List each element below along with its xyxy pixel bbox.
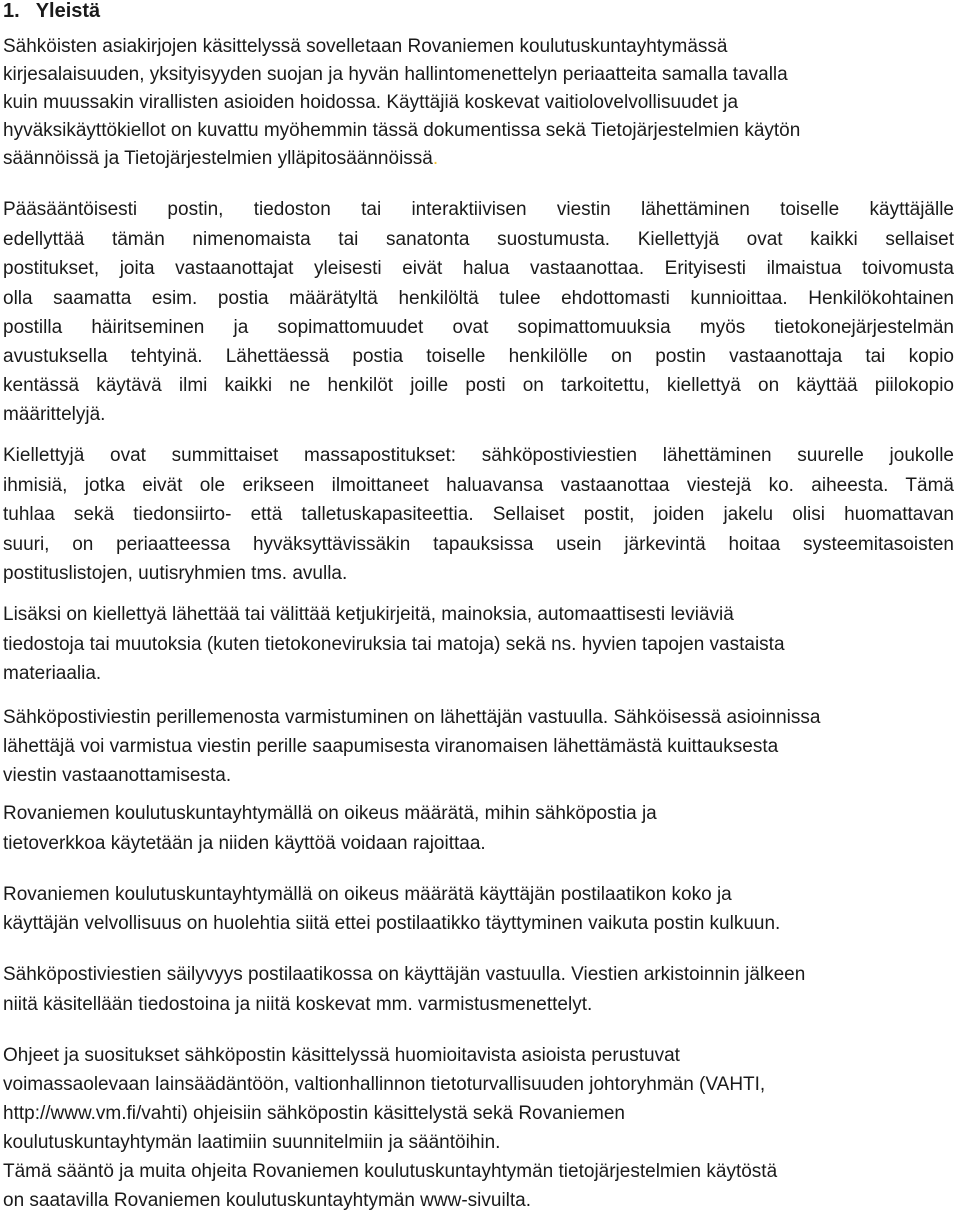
text-line: materiaalia. xyxy=(3,663,102,684)
text-line: Sähköpostiviestien säilyvyys postilaatikossa on käyttäjän vastuulla. Viestien arkistoinnin jälkeen xyxy=(3,964,806,985)
text-line: http://www.vm.fi/vahti) ohjeisiin sähköpostin käsittelystä sekä Rovaniemen xyxy=(3,1103,625,1124)
text-line: Kiellettyjä ovat summittaiset massapostitukset: sähköpostiviestien lähettäminen suurelle joukolle xyxy=(3,445,954,466)
text-line: voimassaolevaan lainsäädäntöön, valtionhallinnon tietoturvallisuuden johtoryhmän (VAHTI, xyxy=(3,1074,766,1095)
text-line: kentässä käytävä ilmi kaikki ne henkilöt joille posti on tarkoitettu, kiellettyä on käyttää piilokopio xyxy=(3,375,954,396)
highlighted-period: . xyxy=(432,148,439,169)
text-line: postilla häiritseminen ja sopimattomuudet ovat sopimattomuuksia myös tietokonejärjestelmän xyxy=(3,317,954,338)
text-line: avustuksella tehtyinä. Lähettäessä postia toiselle henkilölle on postin vastaanottaja tai kopio xyxy=(3,346,954,367)
text-line: on saatavilla Rovaniemen koulutuskuntayhtymän www-sivuilta. xyxy=(3,1190,532,1211)
section-title: Yleistä xyxy=(35,0,101,22)
text-line: Sähköisten asiakirjojen käsittelyssä sovelletaan Rovaniemen koulutuskuntayhtymässä xyxy=(3,36,728,57)
text-line: tietoverkkoa käytetään ja niiden käyttöä voidaan rajoittaa. xyxy=(3,833,486,854)
text-line: määrittelyjä. xyxy=(3,404,106,425)
text-line: ihmisiä, jotka eivät ole erikseen ilmoittaneet haluavansa vastaanottaa viestejä ko. aiheesta. Tämä xyxy=(3,475,954,496)
text-line: Rovaniemen koulutuskuntayhtymällä on oikeus määrätä, mihin sähköpostia ja xyxy=(3,803,657,824)
text-line: Ohjeet ja suositukset sähköpostin käsittelyssä huomioitavista asioista perustuvat xyxy=(3,1045,680,1066)
text-line: niitä käsitellään tiedostoina ja niitä koskevat mm. varmistusmenettelyt. xyxy=(3,994,593,1015)
text-line: postituslistojen, uutisryhmien tms. avulla. xyxy=(3,563,348,584)
text-line: Pääsääntöisesti postin, tiedoston tai interaktiivisen viestin lähettäminen toiselle käyttäjälle xyxy=(3,199,954,220)
text-line: tiedostoja tai muutoksia (kuten tietokoneviruksia tai matoja) sekä ns. hyvien tapojen vastaista xyxy=(3,634,785,655)
text-line: postitukset, joita vastaanottajat yleisesti eivät halua vastaanottaa. Erityisesti ilmaistua toivomusta xyxy=(3,258,954,279)
text-line: olla saamatta esim. postia määrätyltä henkilöltä tulee ehdottomasti kunnioittaa. Henkilökohtainen xyxy=(3,288,954,309)
section-number: 1. xyxy=(3,0,20,22)
text-line: Lisäksi on kiellettyä lähettää tai välittää ketjukirjeitä, mainoksia, automaattisesti leviäviä xyxy=(3,604,734,625)
text-line: tuhlaa sekä tiedonsiirto- että talletuskapasiteettia. Sellaiset postit, joiden jakelu olisi huomattavan xyxy=(3,504,954,525)
text-line: käyttäjän velvollisuus on huolehtia siitä ettei postilaatikko täyttyminen vaikuta postin kulkuun. xyxy=(3,913,781,934)
text-line: hyväksikäyttökiellot on kuvattu myöhemmin tässä dokumentissa sekä Tietojärjestelmien käytön xyxy=(3,120,801,141)
text-line xyxy=(3,144,954,174)
text-line: Rovaniemen koulutuskuntayhtymällä on oikeus määrätä käyttäjän postilaatikon koko ja xyxy=(3,884,732,905)
text-line: kirjesalaisuuden, yksityisyyden suojan ja hyvän hallintomenettelyn periaatteita samalla tavalla xyxy=(3,64,788,85)
text-line: koulutuskuntayhtymän laatimiin suunnitelmiin ja sääntöihin. xyxy=(3,1132,501,1153)
text-line: Sähköpostiviestin perillemenosta varmistuminen on lähettäjän vastuulla. Sähköisessä asioinnissa xyxy=(3,707,821,728)
text-line: edellyttää tämän nimenomaista tai sanatonta suostumusta. Kiellettyjä ovat kaikki sellaiset xyxy=(3,229,954,250)
text-line: kuin muussakin virallisten asioiden hoidossa. Käyttäjiä koskevat vaitiolovelvollisuudet ja xyxy=(3,92,739,113)
text-line: suuri, on periaatteessa hyväksyttävissäkin tapauksissa usein järkevintä hoitaa systeemitasoisten xyxy=(3,534,954,555)
text-line: Tämä sääntö ja muita ohjeita Rovaniemen koulutuskuntayhtymän tietojärjestelmien käytöstä xyxy=(3,1161,778,1182)
text-line: viestin vastaanottamisesta. xyxy=(3,765,232,786)
section-heading xyxy=(3,0,954,26)
text-line: lähettäjä voi varmistua viestin perille saapumisesta viranomaisen lähettämästä kuittauksesta xyxy=(3,736,779,757)
text-line-content: säännöissä ja Tietojärjestelmien ylläpitosäännöissä xyxy=(3,148,433,169)
